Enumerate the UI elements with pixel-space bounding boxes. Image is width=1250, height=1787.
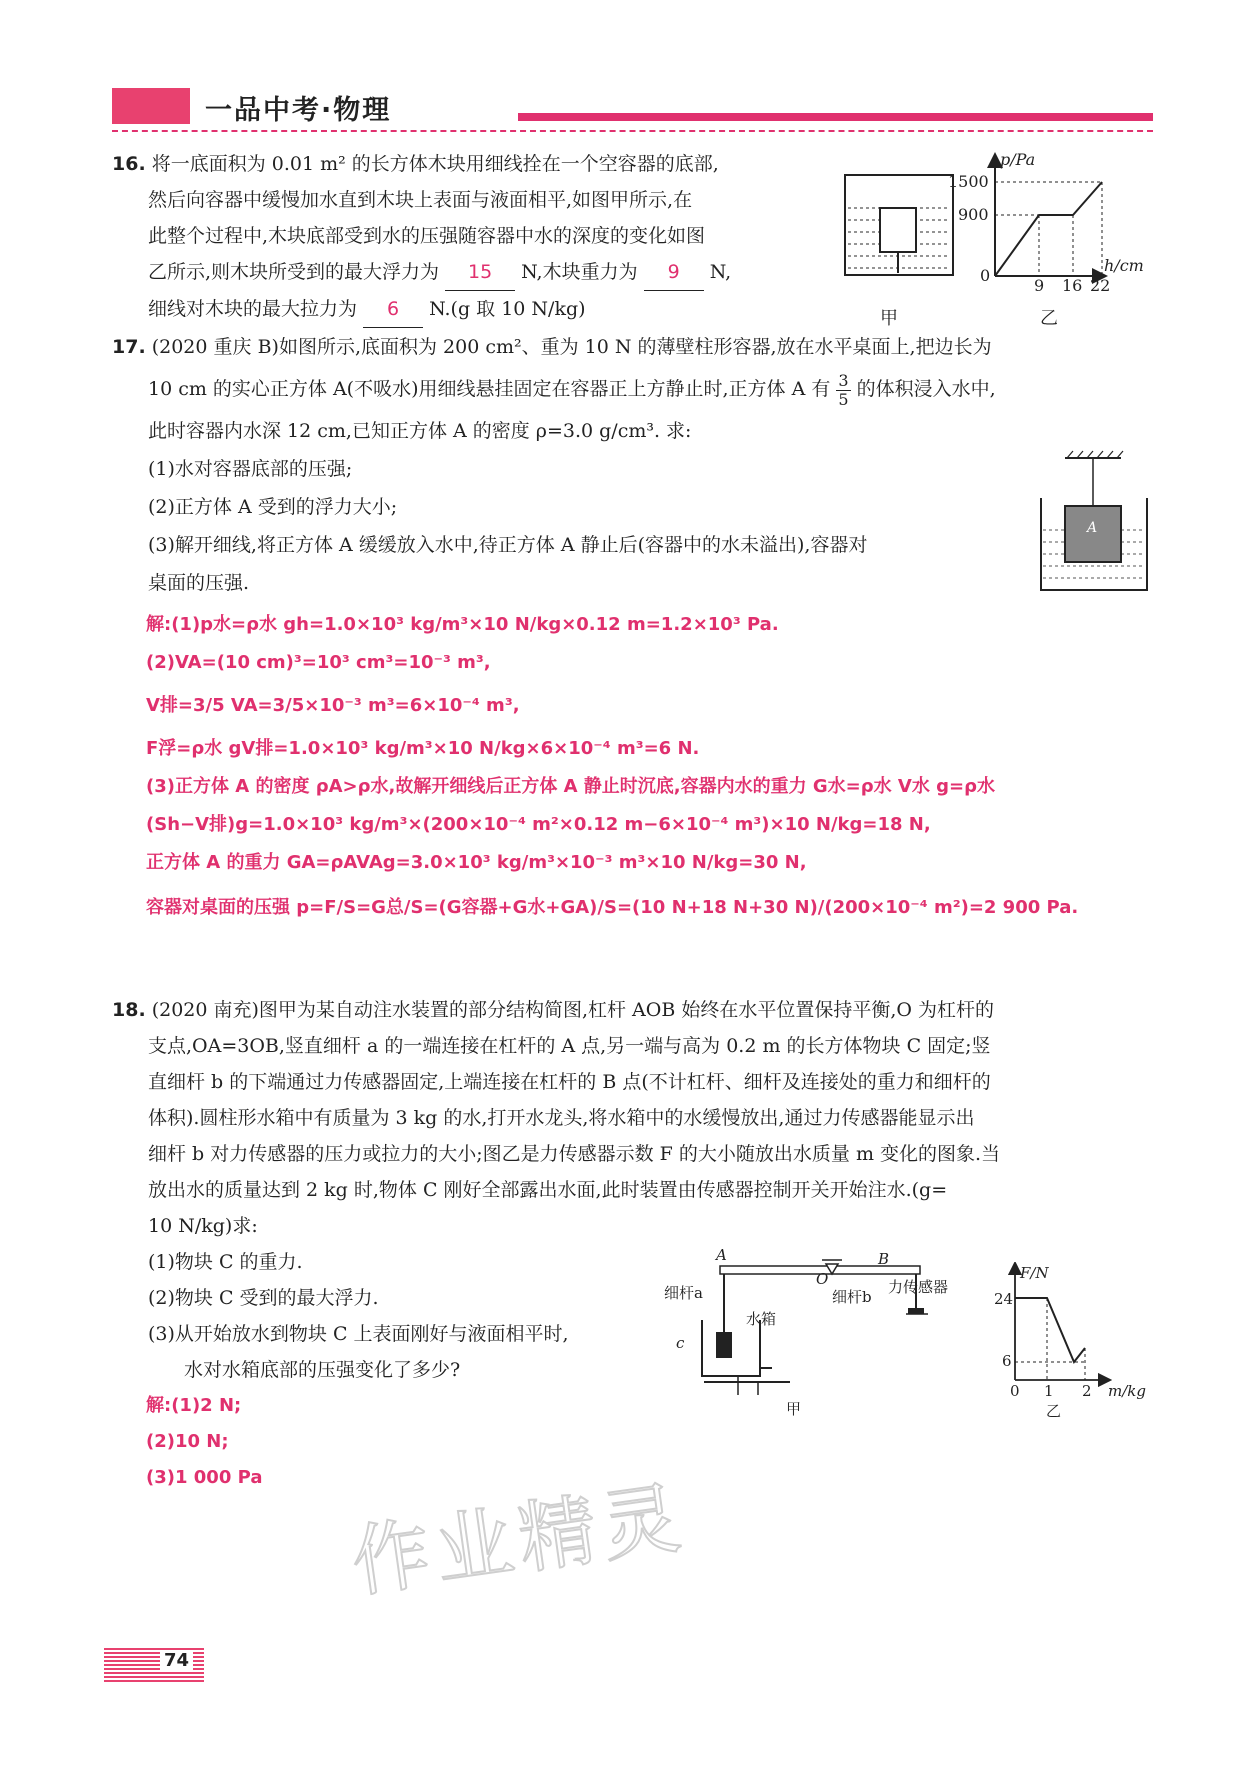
q16-graph-y-tick: 1500 (948, 172, 989, 191)
q17-line: 的体积浸入水中, (856, 378, 996, 400)
q18-solution-line: (2)10 N; (146, 1431, 229, 1452)
q18-figure-a (660, 1250, 950, 1400)
q17-line: 10 cm 的实心正方体 A(不吸水)用细线悬挂固定在容器正上方静止时,正方体 A 有 (148, 378, 831, 400)
q17-line: 此时容器内水深 12 cm,已知正方体 A 的密度 ρ=3.0 g/cm³. 求: (148, 420, 692, 442)
q17-solution-line: 容器对桌面的压强 p=F/S=G总/S=(G容器+G水+GA)/S=(10 N+18 N+30 N)/(200×10⁻⁴ m²)=2 900 Pa. (146, 897, 1079, 918)
q18-graph-y-axis-label: F/N (1020, 1264, 1049, 1282)
q18-line: (2)物块 C 受到的最大浮力. (148, 1287, 379, 1309)
q16-line: 将一底面积为 0.01 m² 的长方体木块用细线拴在一个空容器的底部, (151, 153, 719, 175)
q18-graph-y-tick: 24 (994, 1290, 1014, 1308)
q18-solution-line: (3)1 000 Pa (146, 1467, 263, 1488)
q16-graph-x-axis-label: h/cm (1104, 256, 1144, 275)
q17-number: 17. (112, 336, 146, 358)
q18-line: (3)从开始放水到物块 C 上表面刚好与液面相平时, (148, 1323, 569, 1345)
q17-line: 桌面的压强. (148, 572, 250, 594)
q16-graph-line (995, 182, 1102, 276)
q17-frac-num: 3 (838, 370, 849, 390)
q16-graph-x-tick: 16 (1062, 276, 1083, 295)
q18-fig-a-c: c (676, 1334, 685, 1352)
q18-graph-line (1015, 1298, 1085, 1362)
q18-fig-a-label: 甲 (786, 1400, 802, 1418)
q16-figure-label-a: 甲 (880, 308, 898, 329)
q16-answer-weight: 9 (644, 254, 704, 291)
q18-solution (146, 1388, 262, 1496)
q18-fig-a-sensor: 力传感器 (888, 1278, 949, 1296)
q17-line: (2)正方体 A 受到的浮力大小; (148, 496, 398, 518)
q16-line: 细线对木块的最大拉力为 (148, 298, 358, 320)
q17-solution-line: (3)正方体 A 的密度 ρA>ρ水,故解开细线后正方体 A 静止时沉底,容器内水的重力 G水=ρ水 V水 g=ρ水 (146, 776, 995, 797)
q16-answer-tension: 6 (363, 291, 423, 328)
q17-solution-line: (Sh−V排)g=1.0×10³ kg/m³×(200×10⁻⁴ m²×0.12 m−6×10⁻⁴ m³)×10 N/kg=18 N, (146, 814, 931, 835)
q18-text (112, 992, 1152, 1388)
header-title: 一品中考·物理 (205, 95, 392, 126)
header-dash-line (112, 130, 1153, 132)
q16-line: N,木块重力为 (521, 261, 638, 283)
q18-line: 体积).圆柱形水箱中有质量为 3 kg 的水,打开水龙头,将水箱中的水缓慢放出,通过力传感器能显示出 (148, 1107, 975, 1129)
q16-graph (940, 148, 1150, 300)
q18-fig-a-tank: 水箱 (746, 1310, 777, 1328)
q18-graph-label: 乙 (1046, 1402, 1062, 1420)
q16-line: 此整个过程中,木块底部受到水的压强随容器中水的深度的变化如图 (148, 225, 706, 247)
q18-graph-x-axis-label: m/kg (1108, 1382, 1146, 1400)
q17-line: (2020 重庆 B)如图所示,底面积为 200 cm²、重为 10 N 的薄壁柱形容器,放在水平桌面上,把边长为 (151, 336, 992, 358)
q16-text (112, 146, 832, 328)
q17-solution-line: 解:(1)p水=ρ水 gh=1.0×10³ kg/m³×10 N/kg×0.12 m=1.2×10³ Pa. (146, 614, 779, 635)
q18-line: (1)物块 C 的重力. (148, 1251, 303, 1273)
q18-line: 直细杆 b 的下端通过力传感器固定,上端连接在杠杆的 B 点(不计杠杆、细杆及连接处的重力和细杆的 (148, 1071, 991, 1093)
q16-figure-label-b: 乙 (1040, 308, 1058, 329)
q16-line: 然后向容器中缓慢加水直到木块上表面与液面相平,如图甲所示,在 (148, 189, 693, 211)
q18-number: 18. (112, 999, 146, 1021)
q18-fig-a-rod-a: 细杆a (664, 1284, 703, 1302)
q17-solution-line: (2)VA=(10 cm)³=10³ cm³=10⁻³ m³, (146, 652, 491, 673)
q16-answer-buoyancy: 15 (445, 254, 515, 291)
page-number: 74 (160, 1650, 193, 1671)
q17-line: (1)水对容器底部的压强; (148, 458, 353, 480)
q16-line: N.(g 取 10 N/kg) (429, 298, 586, 320)
q16-graph-y-axis-label: p/Pa (1000, 150, 1036, 169)
q16-graph-y-tick: 900 (958, 205, 989, 224)
q18-line: 水对水箱底部的压强变化了多少? (184, 1359, 461, 1381)
q17-solution-line: F浮=ρ水 gV排=1.0×10³ kg/m³×10 N/kg×6×10⁻⁴ m³=6 N. (146, 738, 700, 759)
q18-line: 细杆 b 对力传感器的压力或拉力的大小;图乙是力传感器示数 F 的大小随放出水质量 m 变化的图象.当 (148, 1143, 1001, 1165)
q16-number: 16. (112, 153, 146, 175)
q18-fig-a-O: O (816, 1270, 829, 1288)
q16-graph-x-tick: 9 (1034, 276, 1045, 295)
q16-line: N, (709, 261, 732, 283)
header-right-bar (518, 113, 1153, 121)
q18-graph-y-tick: 6 (1002, 1352, 1012, 1370)
q18-graph-x-tick: 1 (1044, 1382, 1054, 1400)
q18-graph-x-tick: 2 (1082, 1382, 1092, 1400)
q17-line: (3)解开细线,将正方体 A 缓缓放入水中,待正方体 A 静止后(容器中的水未溢出),容器对 (148, 534, 868, 556)
q17-text (112, 328, 1152, 602)
q18-line: 支点,OA=3OB,竖直细杆 a 的一端连接在杠杆的 A 点,另一端与高为 0.2 m 的长方体物块 C 固定;竖 (148, 1035, 991, 1057)
q17-figure-label: A (1087, 520, 1098, 536)
q16-line: 乙所示,则木块所受到的最大浮力为 (148, 261, 440, 283)
q16-graph-y-tick: 0 (980, 266, 991, 285)
q18-line: 10 N/kg)求: (148, 1215, 258, 1237)
q18-fig-a-A: A (716, 1246, 727, 1264)
watermark: 作业精灵 (346, 1472, 692, 1609)
q17-solution-line: V排=3/5 VA=3/5×10⁻³ m³=6×10⁻⁴ m³, (146, 695, 520, 716)
q18-solution-line: 解:(1)2 N; (146, 1395, 242, 1416)
q18-fig-a-B: B (878, 1250, 890, 1268)
header-left-bar (112, 88, 190, 124)
q17-solution (146, 606, 1078, 934)
q18-graph-x-tick: 0 (1010, 1382, 1020, 1400)
q18-line: (2020 南充)图甲为某自动注水装置的部分结构简图,杠杆 AOB 始终在水平位置保持平衡,O 为杠杆的 (151, 999, 994, 1021)
q16-graph-x-tick: 22 (1090, 276, 1111, 295)
q17-frac-den: 5 (838, 389, 849, 409)
q17-solution-line: 正方体 A 的重力 GA=ρAVAg=3.0×10³ kg/m³×10⁻³ m³×10 N/kg=30 N, (146, 852, 807, 873)
q18-fig-a-rod-b: 细杆b (832, 1288, 872, 1306)
q18-line: 放出水的质量达到 2 kg 时,物体 C 刚好全部露出水面,此时装置由传感器控制开关开始注水.(g= (148, 1179, 948, 1201)
